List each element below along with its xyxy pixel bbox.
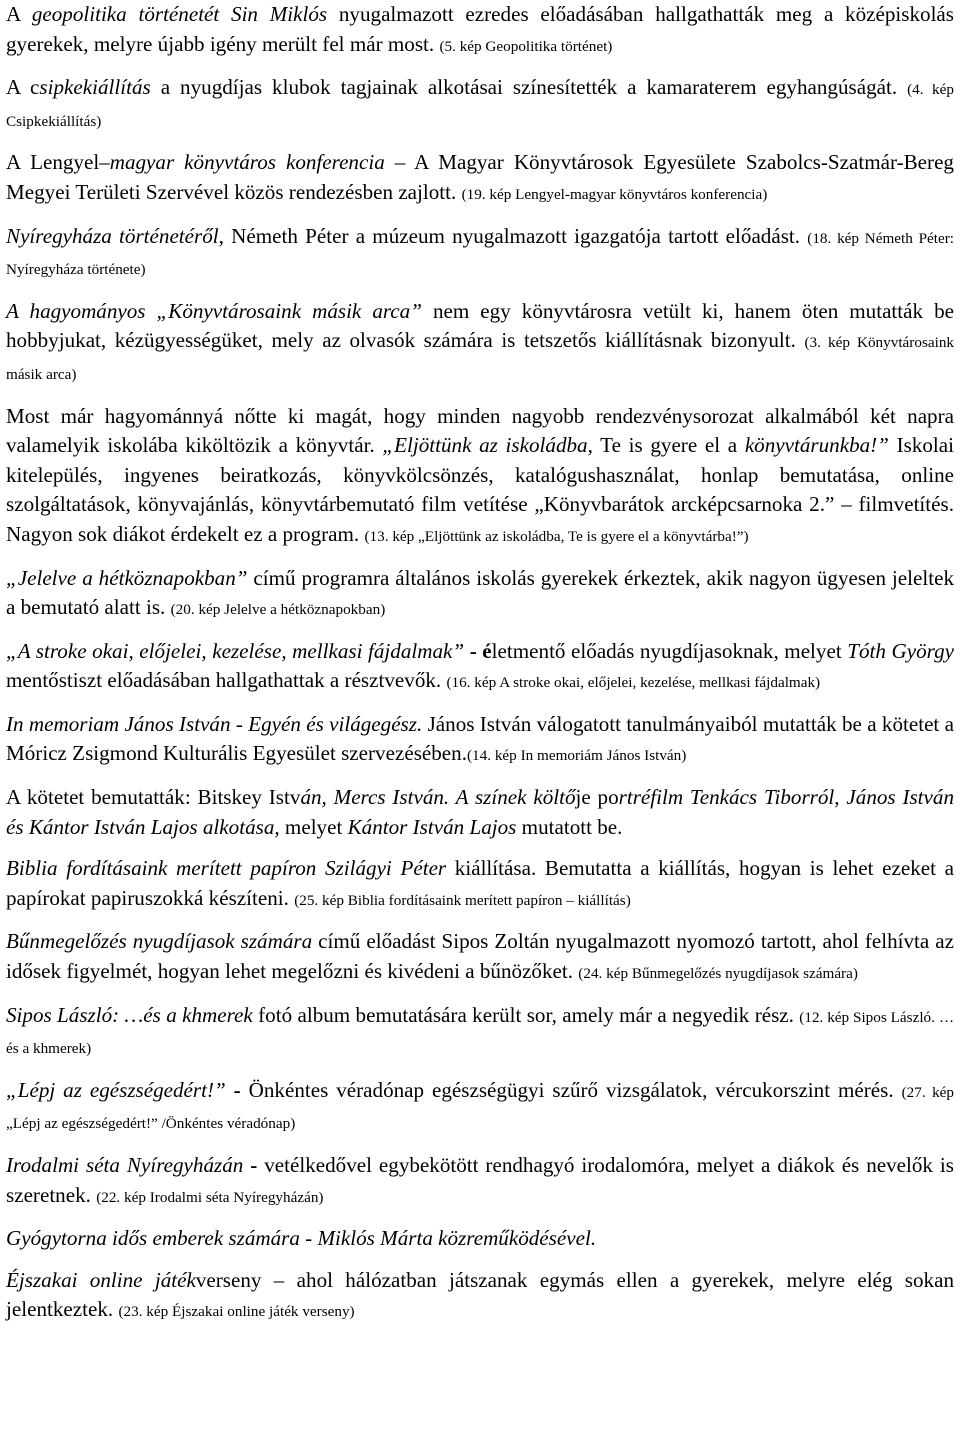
image-caption-ref: (27. kép „Lépj az egészségedért!” /Önkéntes véradónap) bbox=[6, 1083, 954, 1133]
body-text: , bbox=[834, 785, 847, 810]
body-text: a nyugdíjas klubok tagjainak alkotásai színesítették a kamaraterem egyhangúságát. bbox=[150, 75, 908, 100]
image-caption-ref: (3. kép Könyvtárosaink másik arca) bbox=[6, 334, 955, 383]
body-text: A Lengyel– bbox=[6, 150, 110, 175]
italic-text: Biblia fordításaink merített papíron Szilágyi Péter bbox=[6, 856, 447, 881]
body-text: mentőstiszt előadásában hallgathattak a résztvevők. bbox=[6, 668, 447, 693]
body-text: kiállítása. Bemutatta a kiállítás, hogyan is lehet ezeket a papírokat papiruszokká készíteni. bbox=[6, 856, 954, 910]
image-caption-ref: (18. kép Németh Péter: Nyíregyháza története) bbox=[6, 229, 954, 279]
bold-text: - bbox=[225, 1077, 249, 1102]
italic-text: könyvtárunkba!” bbox=[744, 433, 889, 458]
italic-text: Sipos László: …és a khmerek bbox=[6, 1002, 253, 1027]
para-sipos-laszlo bbox=[6, 1001, 954, 1064]
italic-text: Tóth György bbox=[847, 638, 954, 663]
para-lepj-az-egeszsegedert bbox=[6, 1076, 954, 1139]
para-bunmegelozes bbox=[6, 927, 954, 988]
image-caption-ref: (20. kép Jelelve a hétköznapokban) bbox=[170, 601, 386, 619]
bold-text: - bbox=[243, 1153, 265, 1177]
body-text: verseny – ahol hálózatban játszanak egymás ellen a gyerekek, melyre elég sokan jelentkeztek. bbox=[6, 1267, 954, 1322]
italic-text: A hagyományos „Könyvtárosaink másik arca” bbox=[6, 298, 422, 323]
italic-text: „Lépj az egészségedért!” bbox=[6, 1077, 226, 1102]
para-kotet-bemutatas bbox=[6, 783, 954, 842]
image-caption-ref: (25. kép Biblia fordításaink merített papíron – kiállítás) bbox=[294, 891, 631, 909]
body-text: János István válogatott tanulmányaiból mutatták be a kötetet a Móricz Zsigmond Kulturális Egyesület szervezésében. bbox=[6, 711, 954, 766]
body-text: fotó album bemutatására került sor, amely már a negyedik rész. bbox=[252, 1002, 800, 1027]
italic-text: „Eljöttünk az iskoládba, bbox=[382, 433, 593, 458]
image-caption-ref: (19. kép Lengyel-magyar könyvtáros konferencia) bbox=[461, 185, 768, 203]
para-konyvtarosaink-masik-arca bbox=[6, 297, 954, 390]
body-text: – A Magyar Könyvtárosok Egyesülete Szabolcs-Szatmár-Bereg Megyei Területi Szervével közös rendezésben zajlott. bbox=[6, 150, 954, 204]
italic-text: geopolitika történetét Sin Miklós bbox=[31, 2, 328, 26]
para-lengyel-magyar bbox=[6, 148, 954, 209]
body-text: Te is gyere el a bbox=[592, 433, 745, 458]
italic-text: Éjszakai online játék bbox=[6, 1267, 196, 1292]
para-nyiregyhaza-tortenete bbox=[6, 222, 954, 285]
para-biblia bbox=[6, 854, 954, 915]
italic-text: Kántor István Lajos bbox=[347, 814, 517, 839]
image-caption-ref: (24. kép Bűnmegelőzés nyugdíjasok számára) bbox=[578, 965, 858, 983]
image-caption-ref: (22. kép Irodalmi séta Nyíregyházán) bbox=[96, 1188, 324, 1206]
para-csipkekiallitas bbox=[6, 73, 954, 136]
body-text: vetélkedővel egybekötött rendhagyó irodalomóra, melyet a diákok és nevelők is szeretnek. bbox=[6, 1153, 954, 1207]
italic-text: Gyógytorna idős emberek számára - Miklós Márta közreműködésével. bbox=[6, 1226, 597, 1251]
image-caption-ref: (23. kép Éjszakai online játék verseny) bbox=[118, 1303, 355, 1321]
image-caption-ref: (4. kép Csipkekiállítás) bbox=[6, 81, 954, 130]
para-ejszakai-online-jatek bbox=[6, 1266, 954, 1327]
italic-text: „Jelelve a hétköznapokban” bbox=[6, 565, 248, 590]
para-gyogytorna bbox=[6, 1224, 954, 1254]
italic-text: János István és Kántor István Lajos alkotása bbox=[6, 785, 954, 839]
para-irodalmi-seta bbox=[6, 1151, 954, 1212]
italic-text: Nyíregyháza történetéről bbox=[6, 223, 219, 248]
italic-text: sipkekiállítás bbox=[39, 75, 151, 100]
italic-text: Bűnmegelőzés nyugdíjasok számára bbox=[6, 929, 313, 954]
body-text: A c bbox=[6, 75, 40, 100]
body-text: letmentő előadás nyugdíjasoknak, melyet bbox=[491, 638, 848, 663]
body-text: nyugalmazott ezredes előadásában hallgathatták meg a középiskolás gyerekek, melyre újabb igény merült fel már most. bbox=[6, 2, 955, 56]
body-text: je po bbox=[575, 785, 619, 810]
image-caption-ref: (16. kép A stroke okai, előjelei, kezelése, mellkasi fájdalmak) bbox=[446, 674, 821, 692]
bold-text: é bbox=[482, 638, 492, 663]
body-text: A bbox=[6, 2, 32, 26]
image-caption-ref: (5. kép Geopolitika történet) bbox=[439, 37, 613, 55]
para-stroke bbox=[6, 637, 954, 698]
italic-text: án, Mercs István. A színek költő bbox=[300, 785, 576, 810]
para-jelelve bbox=[6, 564, 954, 625]
italic-text: rtréfilm Tenkács Tiborról bbox=[618, 785, 835, 810]
italic-text: „A stroke okai, előjelei, kezelése, mellkasi fájdalmak” bbox=[6, 638, 465, 663]
body-text: mutatott be. bbox=[516, 814, 623, 839]
image-caption-ref: (14. kép In memoriám János István) bbox=[467, 747, 687, 765]
body-text: , Németh Péter a múzeum nyugalmazott igazgatója tartott előadást. bbox=[218, 223, 808, 248]
bold-text: - bbox=[464, 638, 483, 663]
para-eljottunk-az-iskoladba bbox=[6, 402, 954, 552]
image-caption-ref: (12. kép Sipos László. …és a khmerek) bbox=[6, 1008, 955, 1058]
para-geopolitika bbox=[6, 0, 954, 61]
italic-text: In memoriam János István - Egyén és világegész. bbox=[6, 711, 423, 736]
body-text: Most már hagyománnyá nőtte ki magát, hogy minden nagyobb rendezvénysorozat alkalmából két napra valamelyik iskolába kiköltözik a könyvtár. bbox=[6, 403, 954, 458]
body-text: Önkéntes véradónap egészségügyi szűrő vizsgálatok, vércukorszint mérés. bbox=[248, 1077, 902, 1102]
body-text: című programra általános iskolás gyerekek érkeztek, akik nagyon ügyesen jeleltek a bemutató alatt is. bbox=[6, 565, 954, 620]
body-text: A kötetet bemutatták: Bitskey Istv bbox=[6, 785, 301, 810]
image-caption-ref: (13. kép „Eljöttünk az iskoládba, Te is gyere el a könyvtárba!”) bbox=[364, 527, 749, 545]
document-body bbox=[6, 0, 954, 1327]
body-text: nem egy könyvtárosra vetült ki, hanem öten mutatták be hobbyjukat, kézügyességüket, mely az olvasók számára is tetszetős kiállításnak bizonyult. bbox=[6, 298, 954, 353]
body-text: , melyet bbox=[274, 814, 348, 839]
body-text: című előadást Sipos Zoltán nyugalmazott nyomozó tartott, ahol felhívta az idősek figyelmét, hogyan lehet megelőzni és kivédeni a bűnözőket. bbox=[6, 929, 955, 984]
para-in-memoriam bbox=[6, 710, 954, 771]
italic-text: magyar könyvtáros konferencia bbox=[109, 150, 385, 175]
body-text: Iskolai kitelepülés, ingyenes beiratkozás, könyvkölcsönzés, katalógushasználat, honlap bemutatása, online szolgáltatások, könyvajánlás, könyvtárbemutató film vetítése „Könyvbarátok arcképcsarnoka 2.” – filmvetítés. Nagyon sok diákot érdekelt ez a program. bbox=[6, 433, 955, 546]
italic-text: Irodalmi séta Nyíregyházán bbox=[6, 1153, 244, 1177]
